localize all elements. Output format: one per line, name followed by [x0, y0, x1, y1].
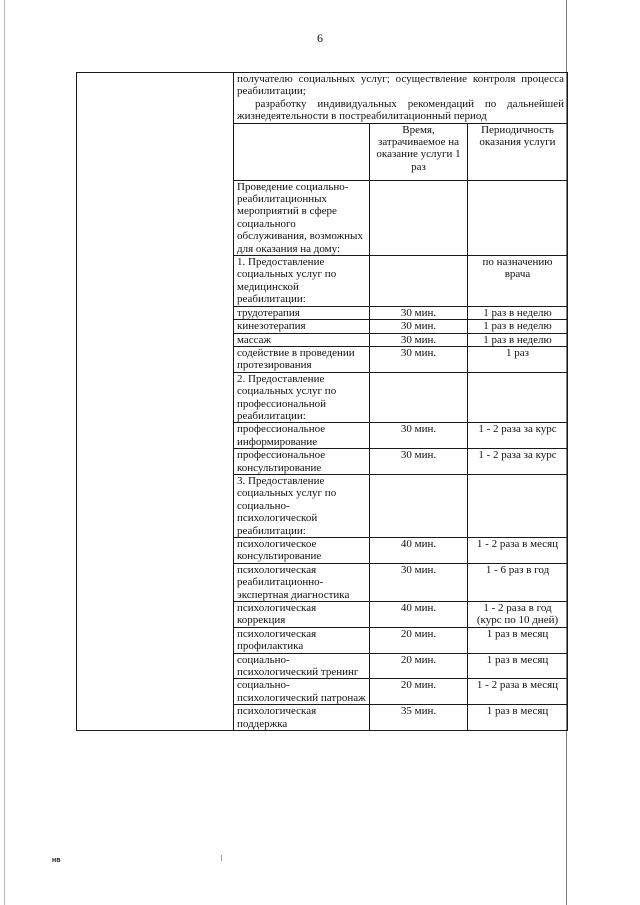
service-time: 30 мин.: [370, 449, 468, 475]
service-name: социально-психологический патронаж: [234, 679, 370, 705]
service-frequency: по назначению врача: [468, 256, 568, 307]
service-time: 30 мин.: [370, 306, 468, 319]
service-frequency: 1 раз в месяц: [468, 705, 568, 731]
header-service-name: [234, 123, 370, 180]
footer-dot: [221, 855, 222, 861]
service-frequency: [468, 180, 568, 255]
service-time: 30 мин.: [370, 563, 468, 601]
service-time: 30 мин.: [370, 333, 468, 346]
service-name: массаж: [234, 333, 370, 346]
service-time: 30 мин.: [370, 346, 468, 372]
services-table-body: [77, 73, 568, 731]
service-name: профессиональное информирование: [234, 423, 370, 449]
service-name: психологическое консультирование: [234, 538, 370, 564]
service-time: 40 мин.: [370, 602, 468, 628]
service-name: Проведение социально-реабилитационных мероприятий в сфере социального обслуживания, возможных для оказания на дому:: [234, 180, 370, 255]
service-time: [370, 372, 468, 423]
service-time: 30 мин.: [370, 320, 468, 333]
service-name: кинезотерапия: [234, 320, 370, 333]
service-name: профессиональное консультирование: [234, 449, 370, 475]
service-frequency: 1 раз в месяц: [468, 653, 568, 679]
intro-row: [77, 73, 568, 124]
service-frequency: [468, 372, 568, 423]
left-empty-column: [77, 73, 234, 731]
service-name: психологическая поддержка: [234, 705, 370, 731]
service-frequency: 1 - 6 раз в год: [468, 563, 568, 601]
header-time: Время, затрачиваемое на оказание услуги 1 раз: [370, 123, 468, 180]
service-frequency: 1 - 2 раза за курс: [468, 449, 568, 475]
service-name: психологическая профилактика: [234, 627, 370, 653]
service-name: содействие в проведении протезирования: [234, 346, 370, 372]
service-name: трудотерапия: [234, 306, 370, 319]
service-time: 40 мин.: [370, 538, 468, 564]
services-table: [76, 72, 568, 731]
service-frequency: 1 раз в неделю: [468, 306, 568, 319]
service-frequency: 1 раз: [468, 346, 568, 372]
service-time: 20 мин.: [370, 653, 468, 679]
service-frequency: 1 - 2 раза в месяц: [468, 679, 568, 705]
service-frequency: 1 - 2 раза в месяц: [468, 538, 568, 564]
service-frequency: 1 - 2 раза в год (курс по 10 дней): [468, 602, 568, 628]
service-name: психологическая реабилитационно-экспертная диагностика: [234, 563, 370, 601]
footer-mark: нв: [52, 857, 61, 864]
service-time: [370, 180, 468, 255]
service-name: психологическая коррекция: [234, 602, 370, 628]
service-time: [370, 256, 468, 307]
service-time: [370, 474, 468, 537]
service-name: 2. Предоставление социальных услуг по профессиональной реабилитации:: [234, 372, 370, 423]
intro-paragraph-2: разработку индивидуальных рекомендаций по дальнейшей жизнедеятельности в постреабилитационный период: [237, 97, 564, 123]
service-name: 3. Предоставление социальных услуг по социально-психологической реабилитации:: [234, 474, 370, 537]
scan-edge-left: [4, 0, 5, 905]
service-time: 35 мин.: [370, 705, 468, 731]
service-name: 1. Предоставление социальных услуг по медицинской реабилитации:: [234, 256, 370, 307]
service-frequency: [468, 474, 568, 537]
page-number: 6: [317, 31, 323, 45]
service-frequency: 1 раз в неделю: [468, 333, 568, 346]
service-time: 30 мин.: [370, 423, 468, 449]
service-time: 20 мин.: [370, 679, 468, 705]
service-frequency: 1 раз в неделю: [468, 320, 568, 333]
service-frequency: 1 - 2 раза за курс: [468, 423, 568, 449]
intro-text-cell: [234, 73, 568, 124]
service-frequency: 1 раз в месяц: [468, 627, 568, 653]
service-name: социально-психологический тренинг: [234, 653, 370, 679]
service-time: 20 мин.: [370, 627, 468, 653]
intro-paragraph-1: получателю социальных услуг; осуществление контроля процесса реабилитации;: [237, 73, 564, 98]
header-frequency: Периодичность оказания услуги: [468, 123, 568, 180]
